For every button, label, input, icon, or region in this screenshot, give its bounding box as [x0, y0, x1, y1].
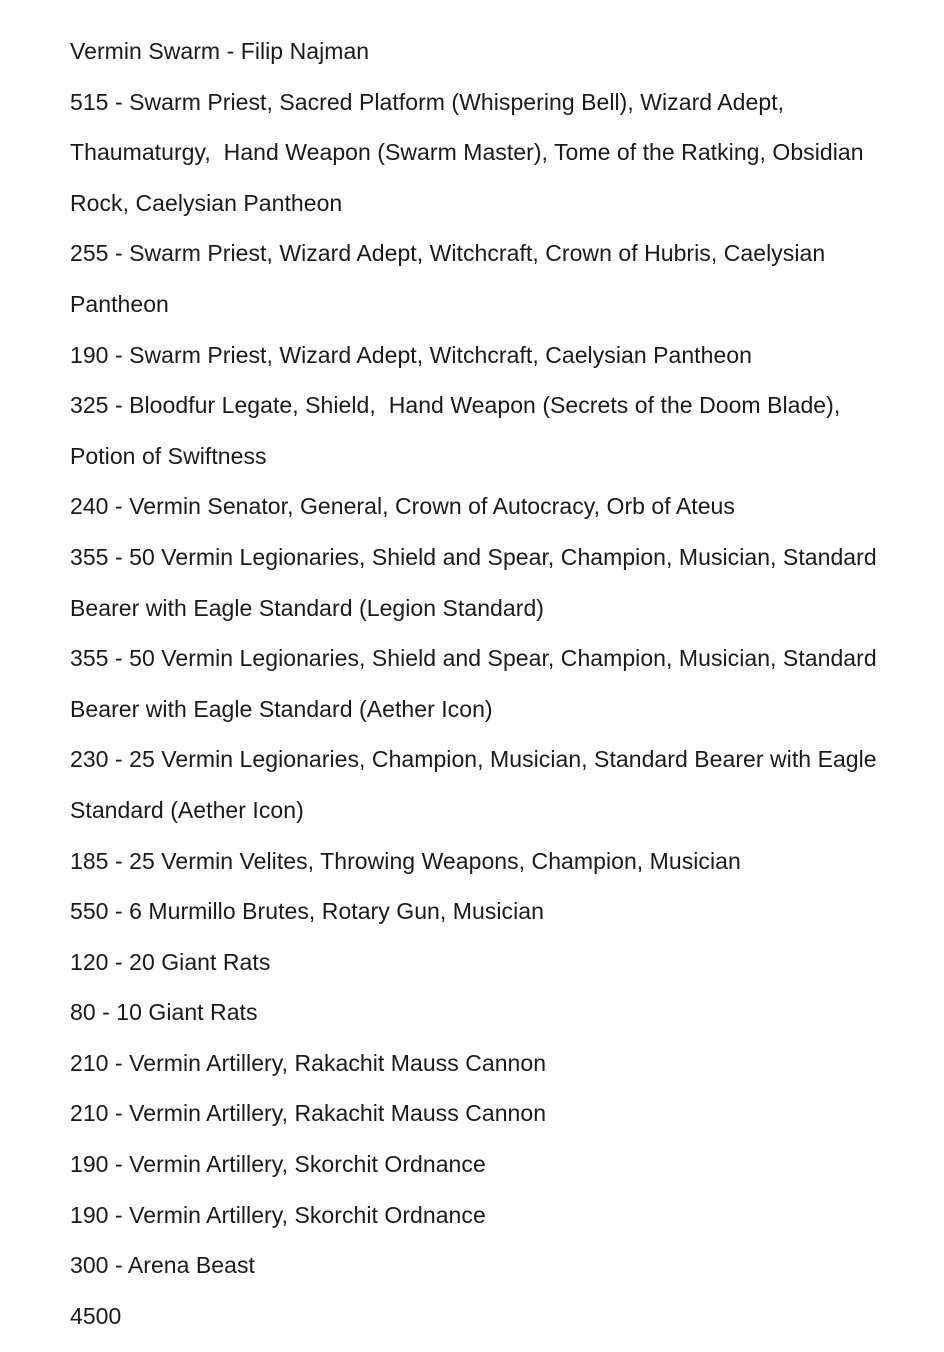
list-entry: 190 - Vermin Artillery, Skorchit Ordnance: [70, 1201, 486, 1228]
list-entry: 255 - Swarm Priest, Wizard Adept, Witchcraft, Crown of Hubris, Caelysian Pantheon: [70, 240, 832, 317]
list-title: Vermin Swarm - Filip Najman: [70, 38, 370, 64]
army-list-document: [70, 26, 910, 1341]
list-total: 4500: [70, 1302, 122, 1329]
list-entry: 185 - 25 Vermin Velites, Throwing Weapons, Champion, Musician: [70, 847, 741, 874]
list-entry: 550 - 6 Murmillo Brutes, Rotary Gun, Musician: [70, 898, 544, 925]
list-entry: 190 - Vermin Artillery, Skorchit Ordnance: [70, 1151, 486, 1178]
list-entry: 515 - Swarm Priest, Sacred Platform (Whispering Bell), Wizard Adept, Thaumaturgy, Hand Weapon (Swarm Master), Tome of the Ratking, Obsidian Rock, Caelysian Pantheon: [70, 88, 871, 216]
list-entry: 80 - 10 Giant Rats: [70, 999, 258, 1026]
list-entry: 300 - Arena Beast: [70, 1252, 255, 1279]
list-entry: 355 - 50 Vermin Legionaries, Shield and Spear, Champion, Musician, Standard Bearer with Eagle Standard (Legion Standard): [70, 543, 884, 621]
list-entry: 240 - Vermin Senator, General, Crown of Autocracy, Orb of Ateus: [70, 493, 735, 520]
list-entry: 120 - 20 Giant Rats: [70, 948, 271, 975]
list-entry: 325 - Bloodfur Legate, Shield, Hand Weapon (Secrets of the Doom Blade), Potion of Swiftness: [70, 392, 847, 469]
list-entry: 230 - 25 Vermin Legionaries, Champion, Musician, Standard Bearer with Eagle Standard (Aether Icon): [70, 746, 884, 823]
list-entry: 355 - 50 Vermin Legionaries, Shield and Spear, Champion, Musician, Standard Bearer with Eagle Standard (Aether Icon): [70, 645, 884, 722]
list-entry: 210 - Vermin Artillery, Rakachit Mauss Cannon: [70, 1049, 547, 1076]
list-entry: 210 - Vermin Artillery, Rakachit Mauss Cannon: [70, 1100, 547, 1127]
list-entry: 190 - Swarm Priest, Wizard Adept, Witchcraft, Caelysian Pantheon: [70, 341, 752, 368]
